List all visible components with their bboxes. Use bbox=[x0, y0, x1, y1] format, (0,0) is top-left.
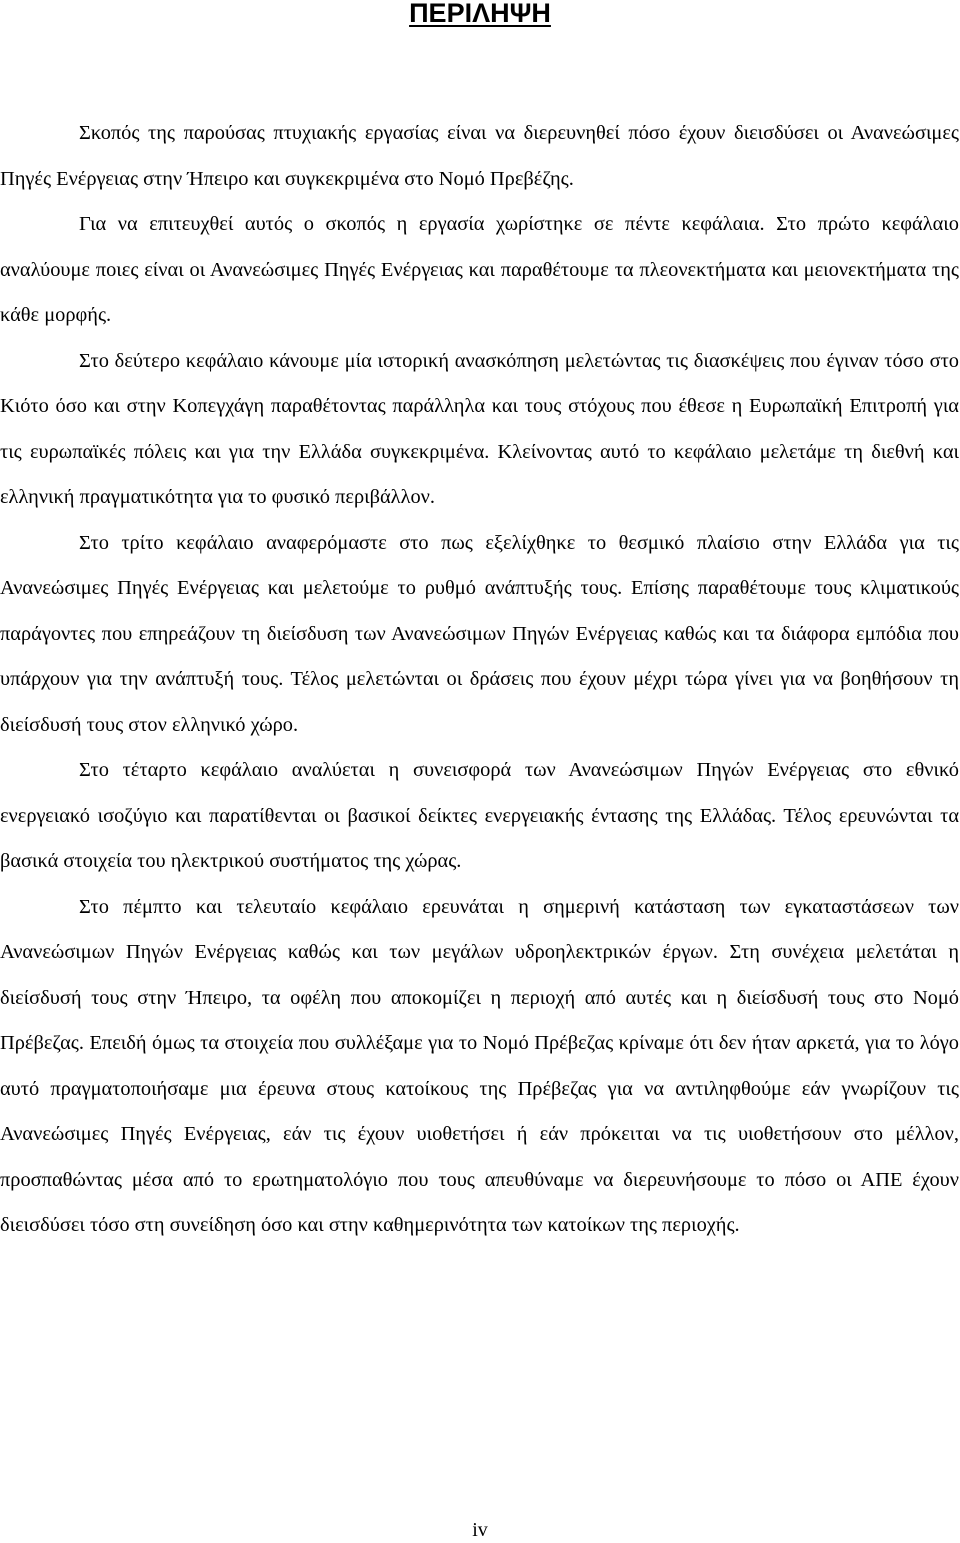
abstract-body bbox=[0, 111, 959, 1249]
page-number: iv bbox=[472, 1519, 488, 1541]
paragraph-chapter-2: Στο δεύτερο κεφάλαιο κάνουμε μία ιστορική ανασκόπηση μελετώντας τις διασκέψεις που έγιναν τόσο στο Κιότο όσο και στην Κοπεγχάγη παραθέτοντας παράλληλα και τους στόχους που έθεσε η Ευρωπαϊκή Επιτροπή για τις ευρωπαϊκές πόλεις και για την Ελλάδα συγκεκριμένα. Κλείνοντας αυτό το κεφάλαιο μελετάμε τη διεθνή και ελληνική πραγματικότητα για το φυσικό περιβάλλον. bbox=[0, 349, 959, 508]
page-title: ΠΕΡΙΛΗΨΗ bbox=[409, 0, 551, 28]
paragraph-chapter-3: Στο τρίτο κεφάλαιο αναφερόμαστε στο πως εξελίχθηκε το θεσμικό πλαίσιο στην Ελλάδα για τις Ανανεώσιμες Πηγές Ενέργειας και μελετούμε το ρυθμό ανάπτυξής τους. Επίσης παραθέτουμε τους κλιματικούς παράγοντες που επηρεάζουν τη διείσδυση των Ανανεώσιμων Πηγών Ενέργειας καθώς και τα διάφορα εμπόδια που υπάρχουν για την ανάπτυξή τους. Τέλος μελετώνται οι δράσεις που έχουν μέχρι τώρα γίνει για να βοηθήσουν τη διείσδυσή τους στον ελληνικό χώρο. bbox=[0, 531, 959, 736]
paragraph-purpose: Σκοπός της παρούσας πτυχιακής εργασίας είναι να διερευνηθεί πόσο έχουν διεισδύσει οι Ανανεώσιμες Πηγές Ενέργειας στην Ήπειρο και συγκεκριμένα στο Νομό Πρεβέζης. bbox=[0, 122, 959, 190]
paragraph-chapter-5: Στο πέμπτο και τελευταίο κεφάλαιο ερευνάται η σημερινή κατάσταση των εγκαταστάσεων των Ανανεώσιμων Πηγών Ενέργειας καθώς και των μεγάλων υδροηλεκτρικών έργων. Στη συνέχεια μελετάται η διείσδυσή τους στην Ήπειρο, τα οφέλη που αποκομίζει η περιοχή από αυτές και η διείσδυσή τους στο Νομό Πρέβεζας. Επειδή όμως τα στοιχεία που συλλέξαμε για το Νομό Πρέβεζας κρίναμε ότι δεν ήταν αρκετά, για το λόγο αυτό πραγματοποιήσαμε μια έρευνα στους κατοίκους της Πρέβεζας για να αντιληφθούμε εάν γνωρίζουν τις Ανανεώσιμες Πηγές Ενέργειας, εάν τις έχουν υιοθετήσει ή εάν πρόκειται να τις υιοθετήσουν στο μέλλον, προσπαθώντας μέσα από το ερωτηματολόγιο που τους απευθύναμε να διερευνήσουμε το πόσο οι ΑΠΕ έχουν διεισδύσει τόσο στη συνείδηση όσο και στην καθημερινότητα των κατοίκων της περιοχής. bbox=[0, 895, 959, 1236]
paragraph-chapter-4: Στο τέταρτο κεφάλαιο αναλύεται η συνεισφορά των Ανανεώσιμων Πηγών Ενέργειας στο εθνικό ενεργειακό ισοζύγιο και παρατίθενται οι βασικοί δείκτες ενεργειακής έντασης της Ελλάδας. Τέλος ερευνώνται τα βασικά στοιχεία του ηλεκτρικού συστήματος της χώρας. bbox=[0, 759, 959, 872]
paragraph-structure: Για να επιτευχθεί αυτός ο σκοπός η εργασία χωρίστηκε σε πέντε κεφάλαια. Στο πρώτο κεφάλαιο αναλύουμε ποιες είναι οι Ανανεώσιμες Πηγές Ενέργειας και παραθέτουμε τα πλεονεκτήματα και μειονεκτήματα της κάθε μορφής. bbox=[0, 213, 959, 326]
